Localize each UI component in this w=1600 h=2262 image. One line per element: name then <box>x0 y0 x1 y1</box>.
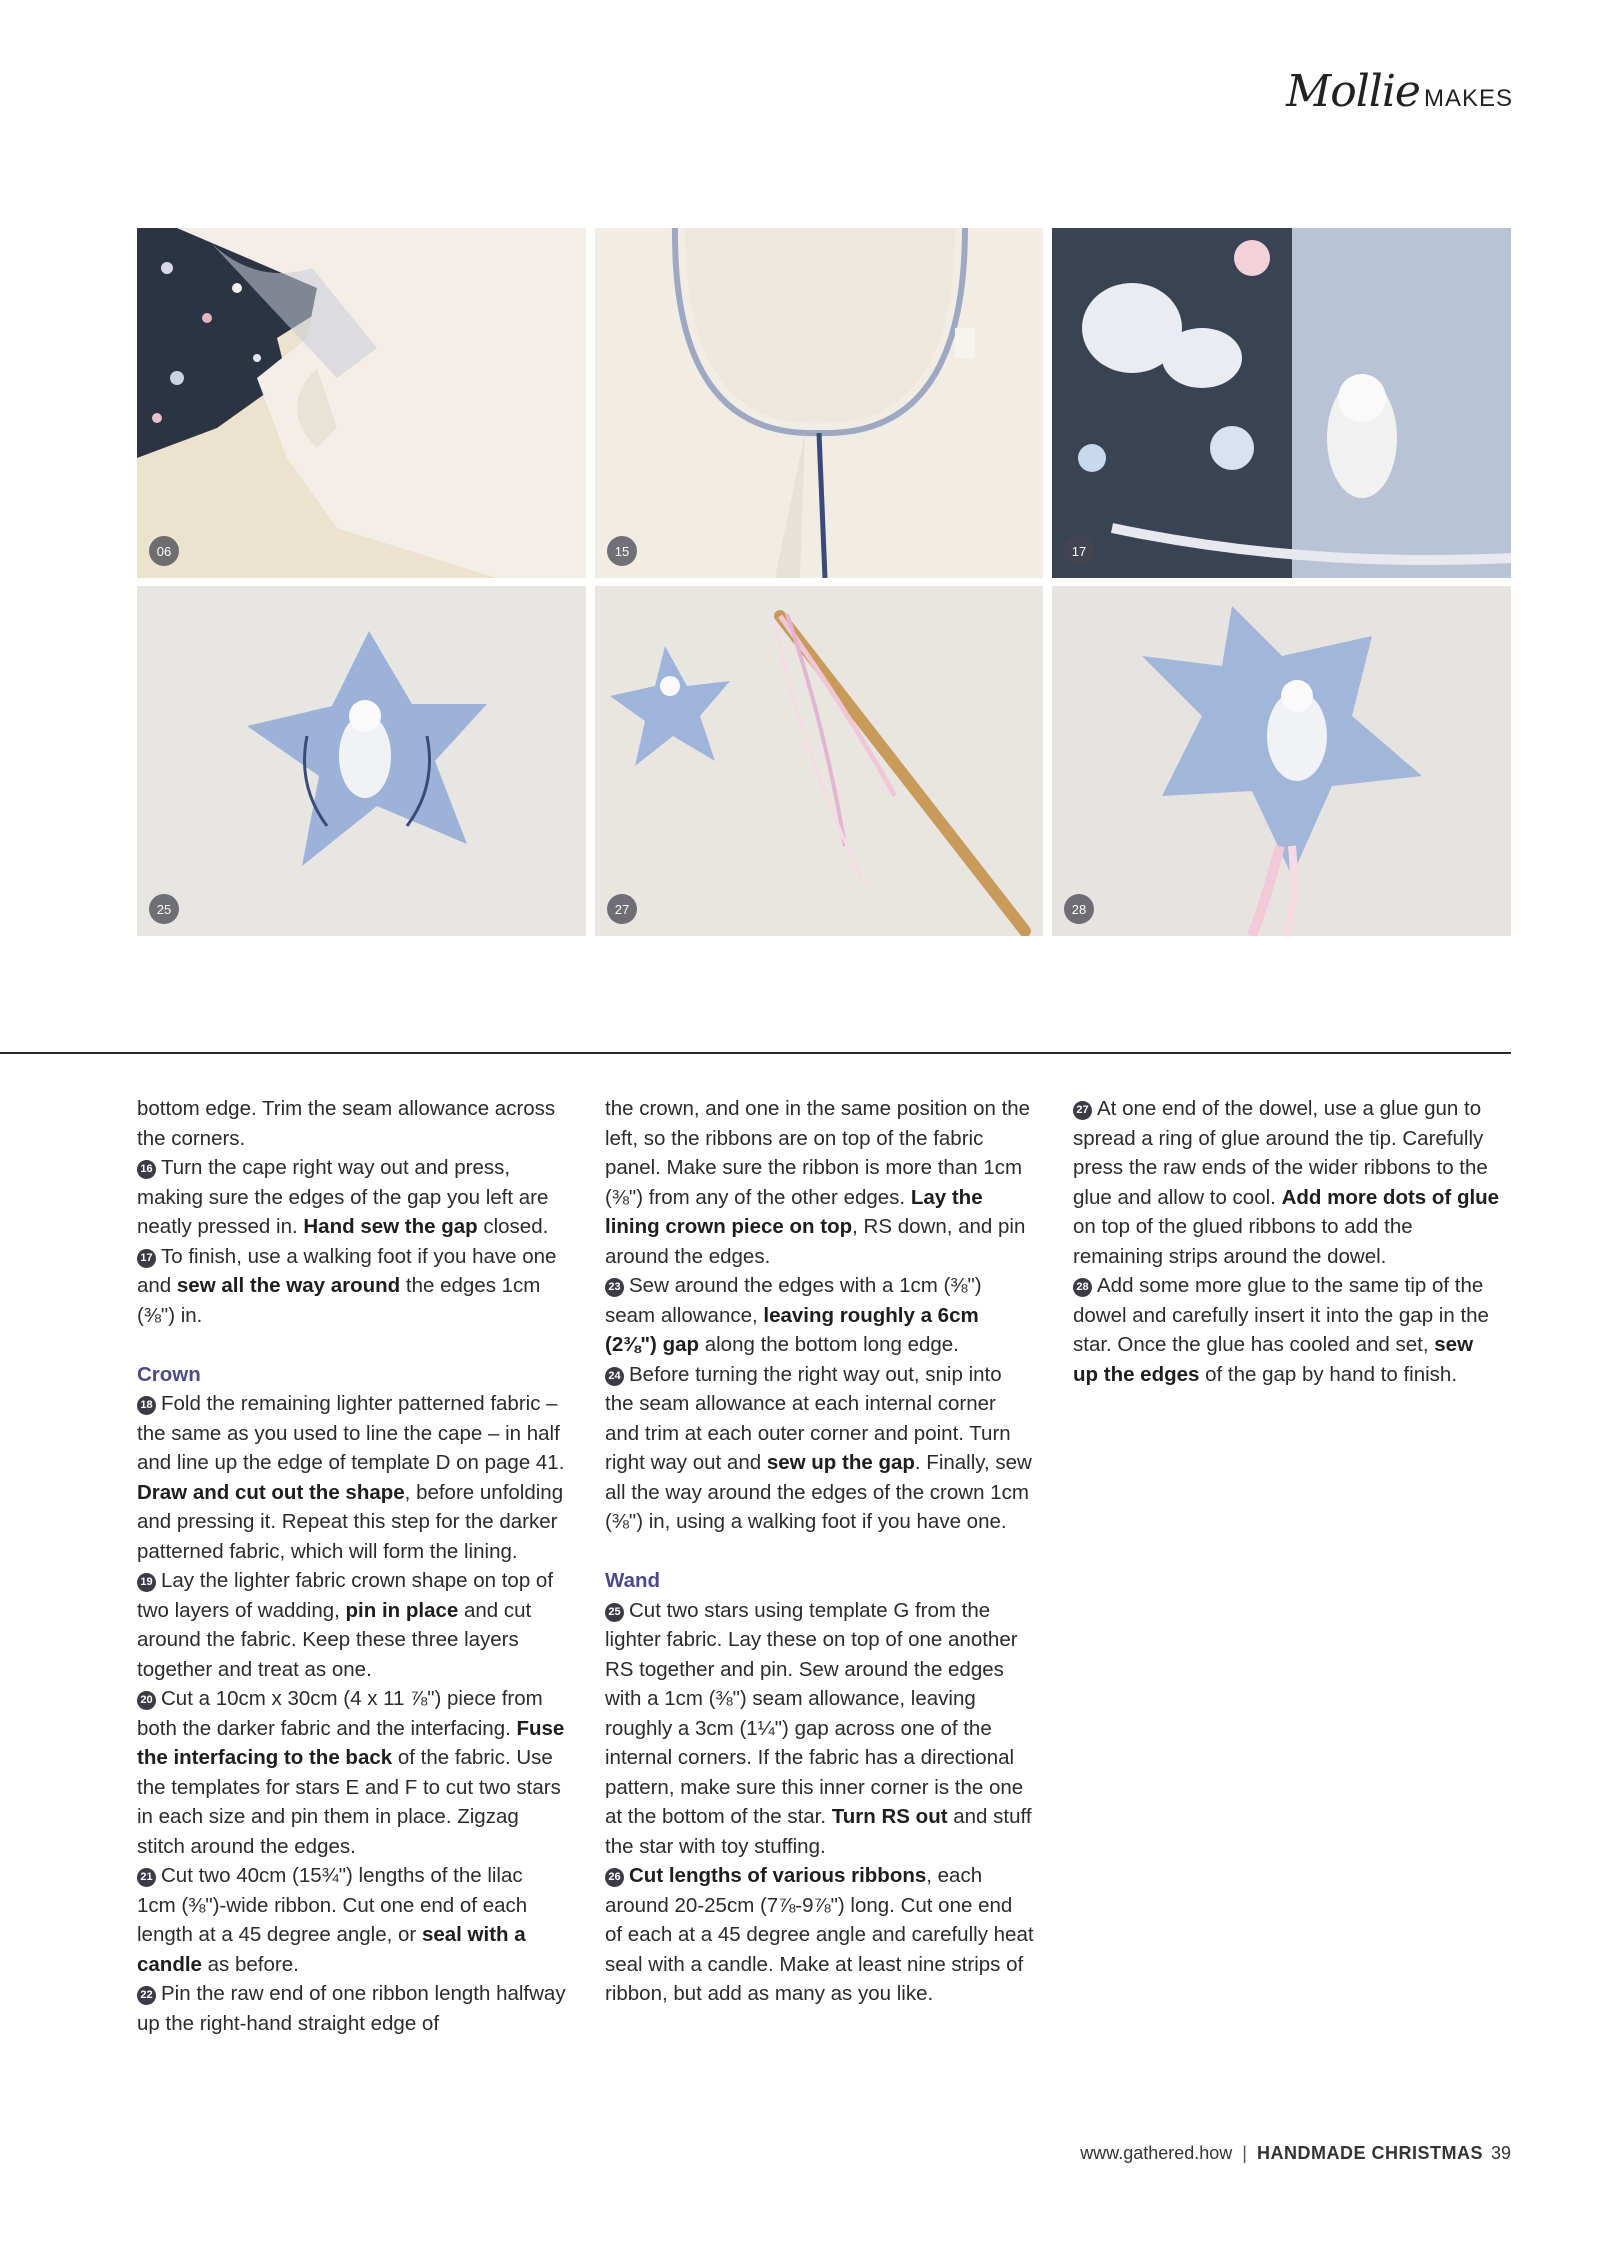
step-badge: 27 <box>607 894 637 924</box>
step-25: 25 Cut two stars using template G from the lighter fabric. Lay these on top of one another RS together and pin. Sew around the edges with a 1cm (⅜") seam allowance, leaving roughly a 3cm (1¼") gap across one of the internal corners. If the fabric has a directional pattern, make sure this inner corner is the one at the bottom of the star. Turn RS out and stuff the star with toy stuffing. <box>605 1598 1032 1858</box>
page-footer <box>1080 2143 1511 2164</box>
photo-grid <box>137 228 1511 936</box>
step-18: 18 Fold the remaining lighter patterned fabric – the same as you used to line the cape – in half and line up the edge of template D on page 41. Draw and cut out the shape, before unfolding and pressing it. Repeat this step for the darker patterned fabric, which will form the lining. <box>137 1392 565 1563</box>
footer-separator: | <box>1242 2143 1247 2163</box>
footer-url[interactable]: www.gathered.how <box>1080 2143 1233 2163</box>
step-badge: 17 <box>1064 536 1094 566</box>
logo-script-text: Mollie <box>1286 66 1420 117</box>
page-number: 39 <box>1490 2143 1511 2163</box>
step-photo-28 <box>1052 586 1511 936</box>
step-photo-17 <box>1052 228 1511 578</box>
step-photo-25 <box>137 586 586 936</box>
step-badge: 15 <box>607 536 637 566</box>
step-number: 24 <box>605 1367 624 1386</box>
step-number: 26 <box>605 1868 624 1887</box>
step-27: 27 At one end of the dowel, use a glue gun to spread a ring of glue around the tip. Carefully press the raw ends of the wider ribbons to the glue and allow to cool. Add more dots of glue on top of the glued ribbons to add the remaining strips around the dowel. <box>1073 1097 1500 1268</box>
step-badge: 28 <box>1064 894 1094 924</box>
step-26: 26 Cut lengths of various ribbons, each around 20-25cm (7⅞-9⅞") long. Cut one end of each at a 45 degree angle and carefully heat seal with a candle. Make at least nine strips of ribbon, but add as many as you like. <box>605 1864 1034 2005</box>
step-number: 25 <box>605 1603 624 1622</box>
step-number: 21 <box>137 1868 156 1887</box>
step-number: 22 <box>137 1986 156 2005</box>
step-number: 20 <box>137 1691 156 1710</box>
step-24: 24 Before turning the right way out, snip into the seam allowance at each internal corner and trim at each outer corner and point. Turn right way out and sew up the gap. Finally, sew all the way around the edges of the crown 1cm (⅜") in, using a walking foot if you have one. <box>605 1362 1032 1533</box>
step-number: 16 <box>137 1160 156 1179</box>
step-number: 19 <box>137 1573 156 1592</box>
step-20: 20 Cut a 10cm x 30cm (4 x 11 ⅞") piece from both the darker fabric and the interfacing. Fuse the interfacing to the back of the fabric. Use the templates for stars E and F to cut two stars in each size and pin them in place. Zigzag stitch around the edges. <box>137 1687 565 1858</box>
section-heading-wand: Wand <box>605 1569 661 1592</box>
step-17: 17 To finish, use a walking foot if you have one and sew all the way around the edges 1cm (⅜") in. <box>137 1244 557 1327</box>
text-column-3 <box>1073 1094 1503 1389</box>
step-28: 28 Add some more glue to the same tip of the dowel and carefully insert it into the gap in the star. Once the glue has cooled and set, sew up the edges of the gap by hand to finish. <box>1073 1274 1489 1386</box>
logo-caps-text: MAKES <box>1423 85 1513 112</box>
step-number: 17 <box>137 1249 156 1268</box>
text-column-1 <box>137 1094 567 2038</box>
step-photo-06 <box>137 228 586 578</box>
paragraph: bottom edge. Trim the seam allowance across the corners. <box>137 1097 556 1150</box>
section-divider <box>0 1052 1511 1054</box>
step-photo-15 <box>595 228 1043 578</box>
step-22: 22 Pin the raw end of one ribbon length halfway up the right-hand straight edge of <box>137 1982 566 2035</box>
section-heading-crown: Crown <box>137 1362 201 1386</box>
step-16: 16 Turn the cape right way out and press, making sure the edges of the gap you left are neatly pressed in. Hand sew the gap closed. <box>137 1156 549 1238</box>
step-badge: 06 <box>149 536 179 566</box>
magazine-logo <box>1286 66 1513 117</box>
step-photo-27 <box>595 586 1043 936</box>
step-21: 21 Cut two 40cm (15¾") lengths of the lilac 1cm (⅜")-wide ribbon. Cut one end of each length at a 45 degree angle, or seal with a candle as before. <box>137 1864 528 1976</box>
step-number: 27 <box>1073 1101 1092 1120</box>
step-number: 23 <box>605 1278 624 1297</box>
step-badge: 25 <box>149 894 179 924</box>
step-number: 28 <box>1073 1278 1092 1297</box>
magazine-title: HANDMADE CHRISTMAS <box>1256 2143 1483 2163</box>
paragraph: the crown, and one in the same position on the left, so the ribbons are on top of the fabric panel. Make sure the ribbon is more than 1cm (⅜") from any of the other edges. Lay the lining crown piece on top, RS down, and pin around the edges. <box>605 1097 1031 1268</box>
step-19: 19 Lay the lighter fabric crown shape on top of two layers of wadding, pin in place and cut around the fabric. Keep these three layers together and treat as one. <box>137 1569 554 1681</box>
step-23: 23 Sew around the edges with a 1cm (⅜") seam allowance, leaving roughly a 6cm (2⅜") gap along the bottom long edge. <box>605 1274 982 1356</box>
text-column-2 <box>605 1094 1035 2009</box>
step-number: 18 <box>137 1396 156 1415</box>
